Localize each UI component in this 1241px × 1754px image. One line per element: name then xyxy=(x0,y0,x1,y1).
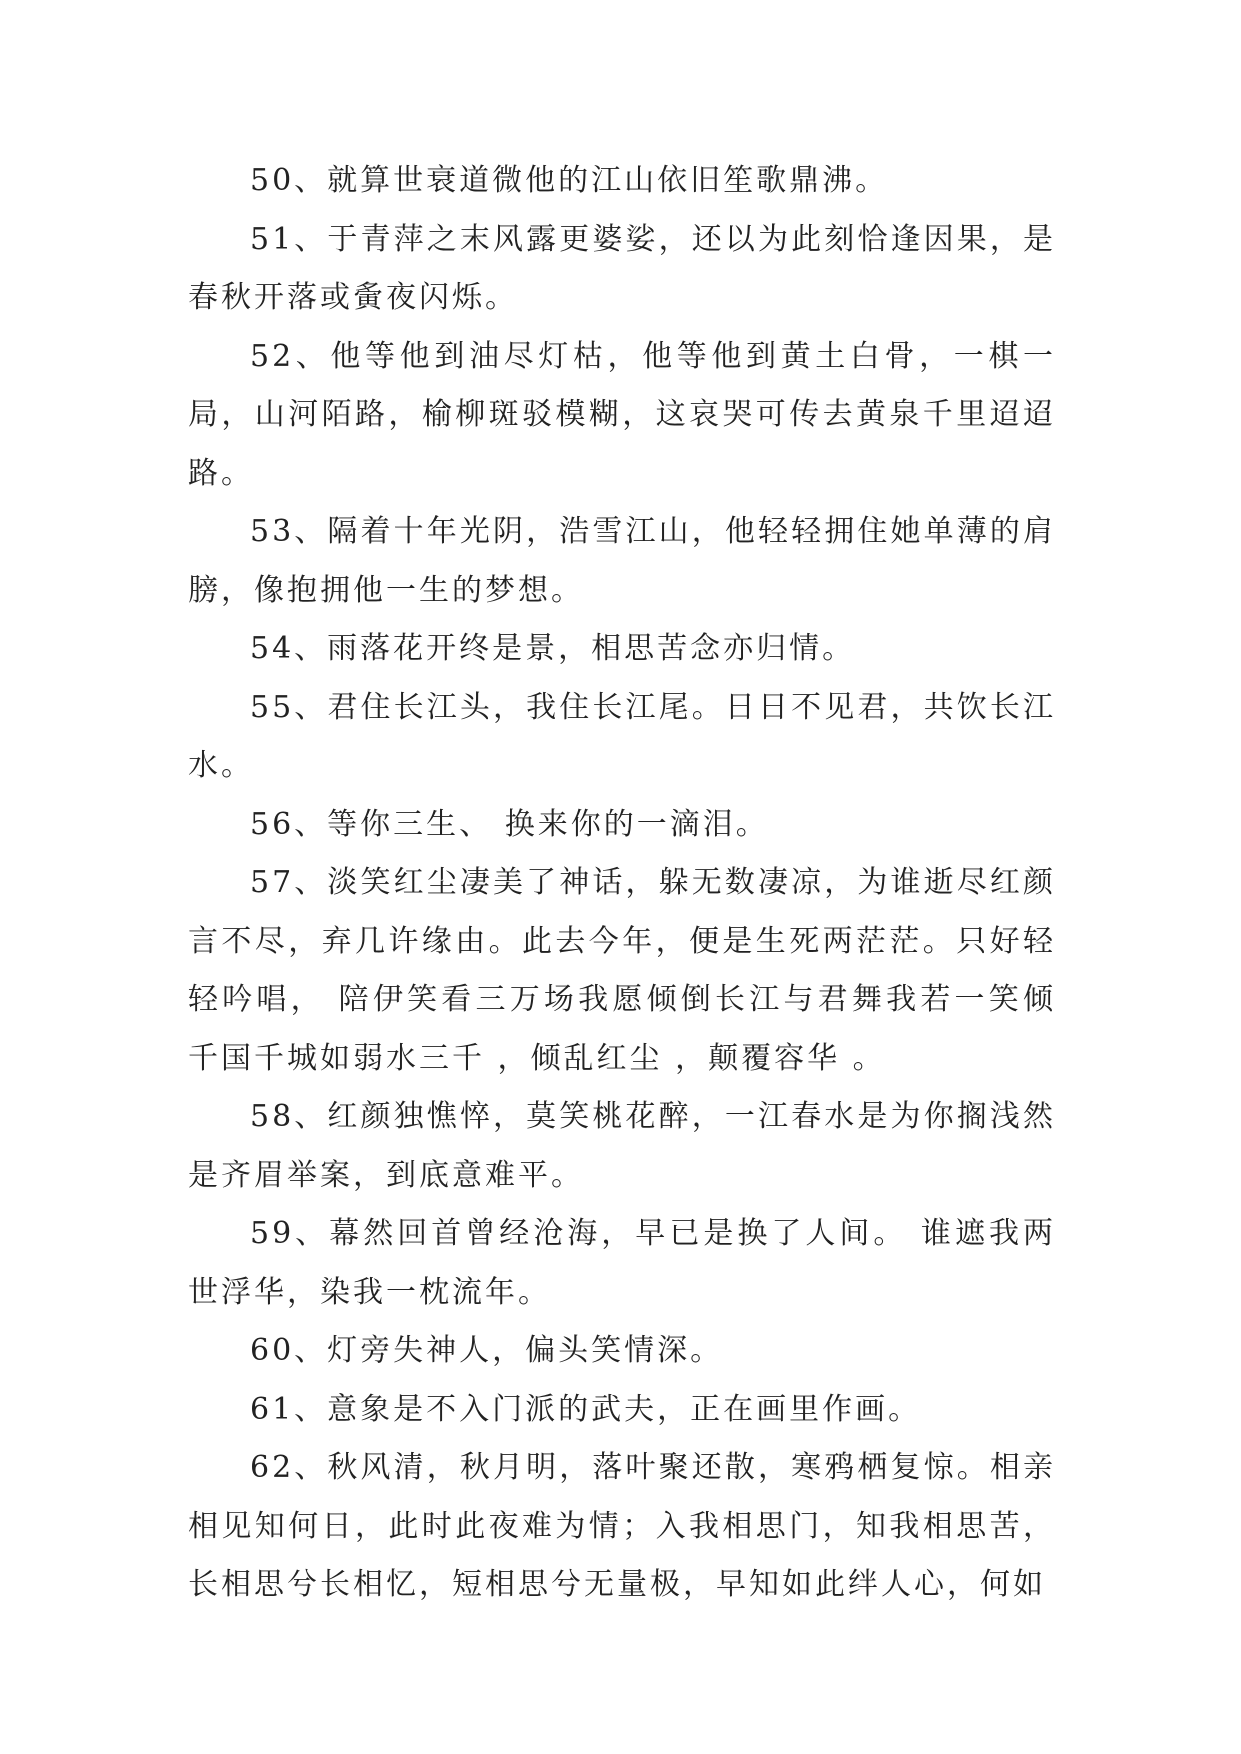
paragraph-60: 60、灯旁失神人，偏头笑情深。 xyxy=(250,1333,724,1368)
paragraph-58: 58、红颜独憔悴，莫笑桃花醉，一江春水是为你搁浅然是齐眉举案，到底意难平。 xyxy=(188,1099,1056,1193)
paragraph-61: 61、意象是不入门派的武夫，正在画里作画。 xyxy=(250,1391,922,1427)
paragraph-59: 59、幕然回首曾经沧海，早已是换了人间。 谁遮我两世浮华，染我一枕流年。 xyxy=(188,1216,1056,1310)
paragraph-50: 50、就算世衰道微他的江山依旧笙歌鼎沸。 xyxy=(250,163,889,198)
paragraph-55: 55、君住长江头，我住长江尾。日日不见君，共饮长江水。 xyxy=(188,689,1056,783)
paragraph-52: 52、他等他到油尽灯枯，他等他到黄土白骨，一棋一局，山河陌路，榆柳斑驳模糊，这哀哭可传去黄泉千里迢迢路。 xyxy=(188,338,1056,491)
paragraph-57: 57、淡笑红尘凄美了神话，躲无数凄凉，为谁逝尽红颜言不尽，弃几许缘由。此去今年，便是生死两茫茫。只好轻轻吟唱， 陪伊笑看三万场我愿倾倒长江与君舞我若一笑倾千国千城如弱水三千 ，倾乱红尘 ，颠覆容华 。 xyxy=(188,865,1056,1076)
paragraph-53: 53、隔着十年光阴，浩雪江山，他轻轻拥住她单薄的肩膀，像抱拥他一生的梦想。 xyxy=(188,514,1056,608)
paragraph-56: 56、等你三生、 换来你的一滴泪。 xyxy=(250,806,769,842)
paragraph-54: 54、雨落花开终是景，相思苦念亦归情。 xyxy=(250,631,856,666)
document-body xyxy=(188,152,1056,1615)
paragraph-51: 51、于青萍之末风露更婆娑，还以为此刻恰逢因果，是春秋开落或夤夜闪烁。 xyxy=(188,221,1056,315)
paragraph-62: 62、秋风清，秋月明，落叶聚还散，寒鸦栖复惊。相亲相见知何日，此时此夜难为情；入我相思门，知我相思苦，长相思兮长相忆，短相思兮无量极，早知如此绊人心，何如 xyxy=(188,1450,1056,1602)
